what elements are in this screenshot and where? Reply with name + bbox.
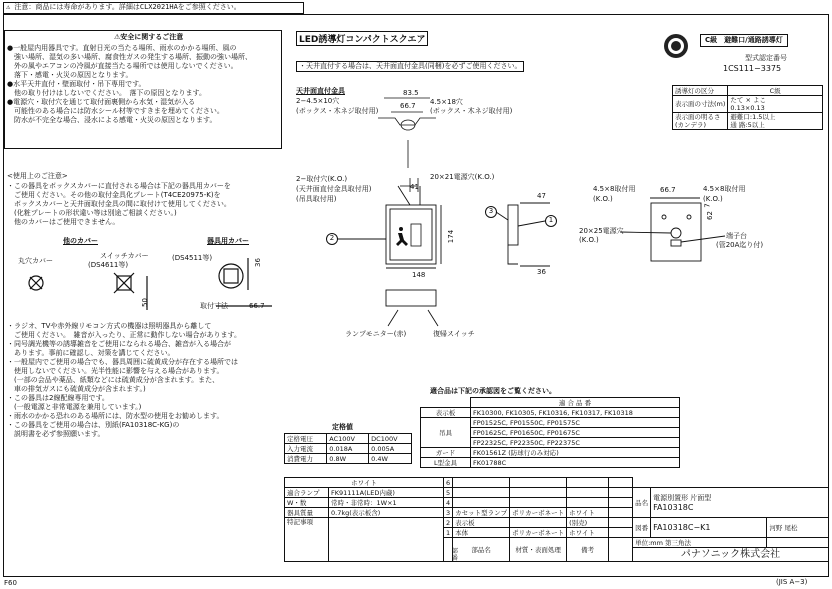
lamp-monitor-label: ランプモニター(赤): [345, 330, 407, 338]
pname: 電源別置形 片面型: [653, 493, 712, 502]
cert-spec-table: [672, 85, 823, 130]
cert-label: 型式認定番号: [745, 54, 787, 62]
usage-line: 他のカバーはご使用できません。: [7, 218, 120, 226]
rating-key: 消費電力: [285, 454, 327, 464]
part-material: [510, 498, 567, 508]
dim-174: 174: [447, 229, 456, 244]
usage-dim-50: 50: [140, 298, 149, 307]
bom-key: 適合ランプ: [285, 488, 329, 498]
terminal-sub: (管20A迄り付): [716, 241, 764, 249]
ko-left-sub2: (吊具取付用): [296, 195, 337, 203]
compat-val: FP01625C, FP01650C, FP01675C: [471, 428, 680, 438]
part-material: ポリカーボネート: [510, 528, 567, 538]
cert-grade: C級 避難口/通路誘導灯: [700, 34, 788, 47]
part-note: (別売): [567, 518, 609, 528]
compat-key: L型金具: [421, 458, 471, 468]
usage-line: ・この器具をボックスカバーに直付される場合は下記の器具用カバーを: [7, 182, 231, 190]
part-material: [510, 478, 567, 488]
usage-line: ボックスカバーと天井面取付金具の間に取付けて使用してください。: [7, 200, 231, 208]
dim-r-66-7: 66.7: [660, 186, 676, 194]
part-no: 2: [444, 518, 453, 528]
part-name: [453, 478, 510, 488]
dim-41: 41: [410, 183, 419, 191]
part-extra: [609, 518, 633, 528]
rating-val: 0.4W: [369, 454, 412, 464]
rating-val: AC100V: [327, 434, 369, 444]
part-extra: [609, 498, 633, 508]
usage-line: (一部の会品や薬品、紙類などには硫黄成分が含まれます。また、: [7, 376, 220, 384]
compat-heading: 適合品は下記の承認図をご覧ください。: [430, 387, 556, 395]
cert-no: 1CS111−3375: [723, 64, 782, 73]
safety-line: ●一般屋内用器具です。直射日光の当たる場所、雨水のかかる場所、風の: [7, 44, 237, 52]
switch-cover-model: (DS4611等): [88, 261, 129, 269]
usage-line: ご使用ください。その他の取付金具化プレート(T4CE20975-K)を: [7, 191, 221, 199]
part-extra: [609, 478, 633, 488]
spec-key: 誘導灯の区分: [673, 86, 728, 96]
compat-col-header: 適 合 品 番: [471, 398, 680, 408]
safety-line: 落下・感電・火災の原因となります。: [7, 71, 133, 79]
right-hole-l-sub: (K.O.): [593, 195, 613, 203]
bom-color-header: ホワイト: [285, 478, 444, 488]
rating-val: DC100V: [369, 434, 412, 444]
dim-83-5: 83.5: [403, 89, 419, 97]
dim-r-7: 7: [703, 203, 712, 208]
usage-dim-66-7: 66.7: [249, 302, 265, 310]
usage-line: ・一般屋内でご使用の場合でも、器具周囲に硫黄成分が存在する場所では: [7, 358, 238, 366]
safety-line: 他の取り付けはしないでください。 落下の原因となります。: [7, 89, 206, 97]
bom-val: FK91111A(LED内蔵): [329, 488, 444, 498]
ceiling-note: ・天井直付する場合は、天井面直付金具(同梱)を必ずご使用ください。: [296, 61, 524, 72]
part-no: 6: [444, 478, 453, 488]
part-header: 部品名: [453, 538, 510, 562]
spec-key: 表示面の明るさ (カンデラ): [673, 113, 728, 130]
compat-val: FP01525C, FP01550C, FP01575C: [471, 418, 680, 428]
cert-seal-icon: [664, 34, 688, 58]
bom-key: 特記事項: [285, 518, 329, 562]
power-hole-r: 20×25電源穴: [579, 227, 624, 235]
spec-val: 避難口:1.5以上 通 路:5以上: [728, 113, 823, 130]
part-header: 備考: [567, 538, 609, 562]
safety-line: 防水が不完全な場合、浸水による感電・火災の原因となります。: [7, 116, 217, 124]
pname-label: 品名: [633, 488, 651, 518]
compat-val: FK01788C: [471, 458, 680, 468]
usage-line: ・同号調光機等の誘導雑音をご使用になられる場合、雑音が入る場合が: [7, 340, 231, 348]
fixture-cover-model: (DS4511等): [172, 254, 213, 262]
bom-table: [284, 477, 829, 562]
dim-36: 36: [537, 268, 546, 276]
callout-1: 1: [545, 215, 557, 227]
right-hole-l: 4.5×8取付用: [593, 185, 636, 193]
safety-line: 可能性のある場合には防水シール材等ですきまを埋めてください。: [7, 107, 224, 115]
usage-line: ・この器具をご使用の場合は、別紙(FA10318C-KG)の: [7, 421, 180, 429]
dwg-no: FA10318C−K1: [651, 518, 767, 538]
part-material: [510, 518, 567, 528]
usage-line: 車の排気ガスにも硫黄成分が含まれます。): [7, 385, 146, 393]
part-material: [510, 488, 567, 498]
checker: 河野: [769, 523, 783, 532]
rating-val: 0.018A: [327, 444, 369, 454]
rating-key: 定格電圧: [285, 434, 327, 444]
bom-val: [329, 518, 444, 562]
part-note: [567, 488, 609, 498]
rating-key: 入力電流: [285, 444, 327, 454]
power-hole: 20×21電源穴(K.O.): [430, 173, 495, 181]
usage-line: 説明書を必ず参照願います。: [7, 430, 105, 438]
angle: 第三角法: [665, 538, 692, 547]
fixture-cover-label: 器具用カバー: [207, 237, 249, 245]
rating-val: 0.005A: [369, 444, 412, 454]
reset-switch-label: 復帰スイッチ: [433, 330, 475, 338]
part-note: [567, 498, 609, 508]
compat-val: FK01561Z (防球行のみ対応): [471, 448, 680, 458]
dim-47: 47: [537, 192, 546, 200]
part-header: 材質・表面処理: [510, 538, 567, 562]
usage-line: あります。事前に確認し、対策を講じてください。: [7, 349, 175, 357]
callout-2: 2: [326, 233, 338, 245]
dim-148: 148: [412, 271, 426, 279]
ko-left-sub1: (天井面直付金具取付用): [296, 185, 372, 193]
compat-key: 表示板: [421, 408, 471, 418]
spec-val: たて × よこ 0.13×0.13: [728, 96, 823, 113]
usage-line: ・雨水のかかる恐れのある場所には、防水型の使用をお勧めします。: [7, 412, 224, 420]
other-cover-label: 他のカバー: [63, 237, 98, 245]
round-cover-label: 丸穴カバー: [18, 257, 53, 265]
part-material: ポリカーボネート: [510, 508, 567, 518]
part-extra: [609, 528, 633, 538]
unit: 単位:mm: [635, 538, 663, 547]
safety-line: 外の風やエアコンの冷風が直接当たる場所では使用しないでください。: [7, 62, 238, 70]
bom-key: W・数: [285, 498, 329, 508]
top-notice: ⚠ 注意：商品には寿命があります。詳細はCLX2021HAをご参照ください。: [6, 3, 241, 11]
safety-line: ●電源穴・取付穴を通じて取付面裏側から水気・湿気が入る: [7, 98, 196, 106]
part-name: 本体: [453, 528, 510, 538]
usage-line: ・この器具は2線配線専用です。: [7, 394, 109, 402]
spec-key: 表示面の寸法(m): [673, 96, 728, 113]
part-no: 3: [444, 508, 453, 518]
product-title: LED誘導灯コンパクトスクエア: [296, 31, 428, 46]
switch-cover-label: スイッチカバー: [100, 252, 149, 260]
compat-val: FK10300, FK10305, FK10316, FK10317, FK10318: [471, 408, 680, 418]
rating-val: 0.8W: [327, 454, 369, 464]
callout-3: 3: [485, 206, 497, 218]
dim-66-7: 66.7: [400, 102, 416, 110]
usage-dim-36: 36: [253, 258, 262, 267]
part-note: ホワイト: [567, 528, 609, 538]
rating-table: [284, 433, 412, 464]
terminal-label: 端子台: [726, 232, 747, 240]
pname-no: FA10318C: [653, 502, 694, 512]
ko-left: 2−取付穴(K.O.): [296, 175, 348, 183]
part-note: [567, 478, 609, 488]
compat-table: [420, 397, 680, 468]
hole-left: 2−4.5×10穴: [296, 97, 340, 105]
bom-key: 器具質量: [285, 508, 329, 518]
compat-key: 吊具: [421, 418, 471, 448]
usage-line: ご使用ください。 雑音が入ったり、正常に動作しない場合があります。: [7, 331, 241, 339]
footer-right: (JIS A−3): [776, 578, 808, 586]
part-note: ホワイト: [567, 508, 609, 518]
hole-right-sub: (ボックス・木ネジ取付用): [430, 107, 513, 115]
part-no: 1: [444, 528, 453, 538]
compat-val: FP22325C, FP22350C, FP22375C: [471, 438, 680, 448]
usage-line: 使用しないでください。光半性能に影響を与える場合があります。: [7, 367, 224, 375]
footer-left: F60: [4, 579, 17, 587]
hole-right: 4.5×18穴: [430, 98, 463, 106]
right-hole-r-sub: (K.O.): [703, 195, 723, 203]
part-extra: [609, 488, 633, 498]
part-no: 5: [444, 488, 453, 498]
right-hole-r: 4.5×8取付用: [703, 185, 746, 193]
dwg-label: 図番: [633, 518, 651, 538]
usage-line: ・ラジオ、TVや赤外線リモコン方式の機器は照明器具から離して: [7, 322, 212, 330]
company: パナソニック株式会社: [633, 548, 829, 562]
bracket-label: 天井面直付金具: [296, 87, 345, 95]
part-extra: [609, 508, 633, 518]
safety-title: ⚠安全に関するご注意: [114, 33, 184, 41]
mount-dim-label: 取付寸法: [200, 302, 228, 310]
dim-r-62: 62: [705, 211, 714, 220]
part-name: [453, 498, 510, 508]
approver: 尾松: [784, 523, 798, 532]
usage-line: (化粧プレートの形状違い等は別途ご相談ください。): [7, 209, 177, 217]
power-hole-r-sub: (K.O.): [579, 236, 599, 244]
part-name: [453, 488, 510, 498]
part-header-no: 部番: [452, 548, 459, 562]
compat-key: ガード: [421, 448, 471, 458]
usage-title: <使用上のご注意>: [7, 172, 68, 180]
spec-val: C級: [728, 86, 823, 96]
bom-val: 0.7kg(表示板含): [329, 508, 444, 518]
safety-line: 強い場所、湿気の多い場所、腐食性ガスの発生する場所、振動の強い場所、: [7, 53, 252, 61]
rating-title: 定格値: [332, 423, 353, 431]
part-name: カセット型ランプ: [453, 508, 510, 518]
part-name: 表示板: [453, 518, 510, 528]
safety-line: ●水平天井直付・壁面取付・吊下専用です。: [7, 80, 146, 88]
hole-left-sub: (ボックス・木ネジ取付用): [296, 107, 379, 115]
usage-line: (一般電源と非常電源を兼用しています。): [7, 403, 142, 411]
part-no: 4: [444, 498, 453, 508]
bom-val: 常時・非常時：1W×1: [329, 498, 444, 508]
